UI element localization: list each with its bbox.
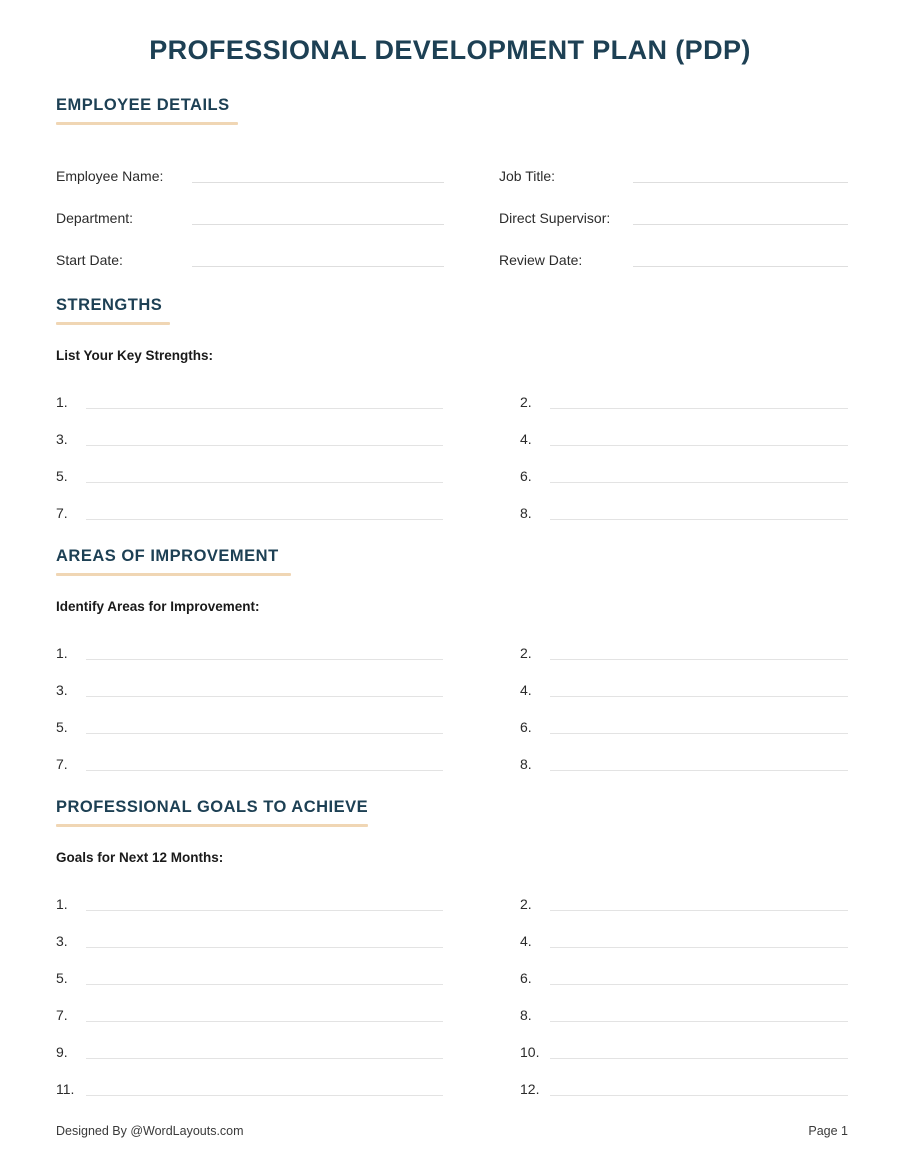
section-header-professional-goals <box>56 797 848 827</box>
goal-input-6[interactable] <box>550 983 848 985</box>
list-item-number: 10. <box>520 1044 540 1060</box>
list-item[interactable] <box>56 701 465 738</box>
list-item[interactable] <box>465 878 848 915</box>
list-item-number: 6. <box>520 468 532 484</box>
list-item-number: 2. <box>520 394 532 410</box>
strengths-input-1[interactable] <box>86 407 443 409</box>
areas-of-improvement-subtitle: Identify Areas for Improvement: <box>56 599 260 614</box>
goal-input-12[interactable] <box>550 1094 848 1096</box>
section-heading-label: STRENGTHS <box>56 296 163 314</box>
field-label: Department: <box>56 210 134 226</box>
field-job-title[interactable] <box>445 145 848 187</box>
list-item-number: 2. <box>520 645 532 661</box>
section-underline <box>56 322 170 325</box>
improvement-input-8[interactable] <box>550 769 848 771</box>
list-item[interactable] <box>465 1026 848 1063</box>
section-header-areas-of-improvement <box>56 546 848 576</box>
list-item-number: 4. <box>520 682 532 698</box>
list-item[interactable] <box>56 952 465 989</box>
goal-input-9[interactable] <box>86 1057 443 1059</box>
direct-supervisor-input[interactable] <box>633 223 848 225</box>
improvement-input-4[interactable] <box>550 695 848 697</box>
goal-input-2[interactable] <box>550 909 848 911</box>
page-title: PROFESSIONAL DEVELOPMENT PLAN (PDP) <box>149 35 751 65</box>
section-areas-of-improvement <box>0 546 900 775</box>
list-item-number: 7. <box>56 1007 68 1023</box>
field-label: Direct Supervisor: <box>499 210 611 226</box>
strengths-input-6[interactable] <box>550 481 848 483</box>
list-item-number: 8. <box>520 505 532 521</box>
list-item-number: 6. <box>520 719 532 735</box>
list-item[interactable] <box>56 487 465 524</box>
goal-input-8[interactable] <box>550 1020 848 1022</box>
improvement-input-1[interactable] <box>86 658 443 660</box>
section-heading-label: AREAS OF IMPROVEMENT <box>56 547 279 565</box>
review-date-input[interactable] <box>633 265 848 267</box>
list-item[interactable] <box>465 915 848 952</box>
department-input[interactable] <box>192 223 444 225</box>
list-item[interactable] <box>465 413 848 450</box>
strengths-input-5[interactable] <box>86 481 443 483</box>
section-heading-label: PROFESSIONAL GOALS TO ACHIEVE <box>56 798 369 816</box>
strengths-input-7[interactable] <box>86 518 443 520</box>
strengths-list-grid <box>56 376 848 524</box>
list-item-number: 1. <box>56 896 68 912</box>
section-header-employee-details <box>56 95 848 125</box>
goal-input-10[interactable] <box>550 1057 848 1059</box>
list-item[interactable] <box>56 738 465 775</box>
list-item-number: 8. <box>520 756 532 772</box>
goal-input-3[interactable] <box>86 946 443 948</box>
improvement-input-6[interactable] <box>550 732 848 734</box>
list-item[interactable] <box>465 627 848 664</box>
goal-input-1[interactable] <box>86 909 443 911</box>
improvement-input-5[interactable] <box>86 732 443 734</box>
section-heading-label: EMPLOYEE DETAILS <box>56 96 230 114</box>
list-item-number: 5. <box>56 719 68 735</box>
field-department[interactable] <box>56 187 445 229</box>
list-item-number: 5. <box>56 468 68 484</box>
list-item[interactable] <box>56 1063 465 1100</box>
goal-input-4[interactable] <box>550 946 848 948</box>
section-professional-goals <box>0 797 900 1100</box>
strengths-input-3[interactable] <box>86 444 443 446</box>
footer-credit: Designed By @WordLayouts.com <box>56 1124 244 1138</box>
list-item-number: 12. <box>520 1081 540 1097</box>
field-label: Employee Name: <box>56 168 164 184</box>
strengths-input-4[interactable] <box>550 444 848 446</box>
list-item[interactable] <box>56 450 465 487</box>
employee-details-grid <box>56 145 848 271</box>
improvement-input-7[interactable] <box>86 769 443 771</box>
list-item[interactable] <box>465 701 848 738</box>
list-item[interactable] <box>465 738 848 775</box>
list-item[interactable] <box>56 413 465 450</box>
list-item-number: 2. <box>520 896 532 912</box>
strengths-input-8[interactable] <box>550 518 848 520</box>
list-item-number: 3. <box>56 682 68 698</box>
section-underline <box>56 824 368 827</box>
list-item[interactable] <box>465 376 848 413</box>
improvement-input-3[interactable] <box>86 695 443 697</box>
list-item[interactable] <box>56 627 465 664</box>
list-item-number: 11. <box>56 1081 75 1097</box>
list-item-number: 4. <box>520 431 532 447</box>
strengths-subtitle: List Your Key Strengths: <box>56 348 214 363</box>
section-header-strengths <box>56 295 848 325</box>
professional-goals-subtitle: Goals for Next 12 Months: <box>56 850 224 865</box>
page-footer <box>56 1124 848 1138</box>
goal-input-7[interactable] <box>86 1020 443 1022</box>
professional-goals-list-grid <box>56 878 848 1100</box>
list-item[interactable] <box>465 1063 848 1100</box>
list-item[interactable] <box>465 952 848 989</box>
list-item-number: 1. <box>56 394 68 410</box>
list-item-number: 6. <box>520 970 532 986</box>
section-underline <box>56 122 238 125</box>
field-review-date[interactable] <box>445 229 848 271</box>
list-item[interactable] <box>465 989 848 1026</box>
field-label: Job Title: <box>499 168 556 184</box>
employee-name-input[interactable] <box>192 181 444 183</box>
list-item-number: 9. <box>56 1044 68 1060</box>
list-item-number: 1. <box>56 645 68 661</box>
goal-input-5[interactable] <box>86 983 443 985</box>
goal-input-11[interactable] <box>86 1094 443 1096</box>
list-item[interactable] <box>56 376 465 413</box>
field-label: Start Date: <box>56 252 123 268</box>
start-date-input[interactable] <box>192 265 444 267</box>
field-employee-name[interactable] <box>56 145 445 187</box>
list-item-number: 5. <box>56 970 68 986</box>
footer-page-number: Page 1 <box>808 1124 848 1138</box>
list-item-number: 8. <box>520 1007 532 1023</box>
list-item[interactable] <box>56 1026 465 1063</box>
list-item[interactable] <box>56 989 465 1026</box>
list-item-number: 3. <box>56 431 68 447</box>
areas-of-improvement-list-grid <box>56 627 848 775</box>
list-item[interactable] <box>465 664 848 701</box>
improvement-input-2[interactable] <box>550 658 848 660</box>
list-item-number: 7. <box>56 505 68 521</box>
field-direct-supervisor[interactable] <box>445 187 848 229</box>
section-employee-details <box>0 95 900 271</box>
list-item-number: 4. <box>520 933 532 949</box>
section-underline <box>56 573 291 576</box>
list-item[interactable] <box>56 664 465 701</box>
list-item[interactable] <box>56 915 465 952</box>
list-item[interactable] <box>465 450 848 487</box>
list-item[interactable] <box>56 878 465 915</box>
list-item-number: 7. <box>56 756 68 772</box>
job-title-input[interactable] <box>633 181 848 183</box>
section-strengths <box>0 295 900 524</box>
list-item-number: 3. <box>56 933 68 949</box>
field-start-date[interactable] <box>56 229 445 271</box>
field-label: Review Date: <box>499 252 583 268</box>
strengths-input-2[interactable] <box>550 407 848 409</box>
list-item[interactable] <box>465 487 848 524</box>
